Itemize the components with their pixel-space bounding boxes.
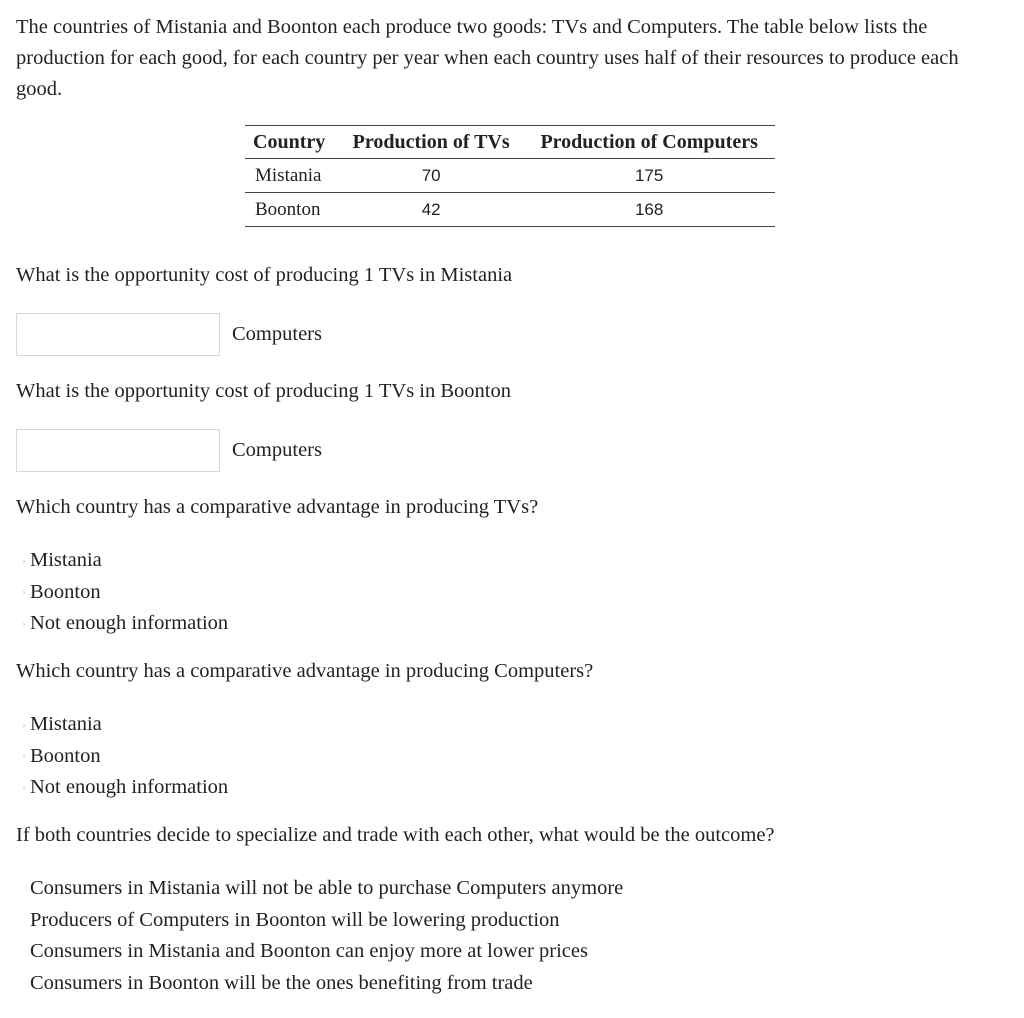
radio-option-label[interactable]: Boonton bbox=[30, 580, 101, 603]
radio-option[interactable] bbox=[20, 772, 228, 804]
radio-icon[interactable]: › bbox=[22, 554, 26, 567]
question-4-text: Which country has a comparative advantage in producing Computers? bbox=[16, 660, 594, 682]
header-tvs: Production of TVs bbox=[352, 130, 510, 153]
cell-tvs: 42 bbox=[421, 199, 441, 219]
cell-tvs: 70 bbox=[421, 165, 441, 185]
radio-icon[interactable]: › bbox=[22, 750, 26, 763]
radio-option-label[interactable]: Boonton bbox=[30, 744, 101, 767]
cell-computers: 168 bbox=[634, 199, 664, 219]
cell-country: Mistania bbox=[255, 164, 322, 186]
question-2-unit-label: Computers bbox=[232, 439, 322, 461]
question-5-options bbox=[20, 873, 623, 999]
header-country: Country bbox=[253, 130, 326, 153]
radio-option-label[interactable]: Mistania bbox=[30, 713, 102, 736]
radio-option[interactable] bbox=[20, 545, 228, 577]
production-table bbox=[245, 125, 775, 227]
radio-option-label[interactable]: Mistania bbox=[30, 549, 102, 572]
question-1-answer-input[interactable] bbox=[16, 313, 220, 356]
radio-option[interactable] bbox=[20, 709, 228, 741]
radio-option[interactable] bbox=[20, 608, 228, 640]
table-header-row bbox=[245, 126, 775, 159]
question-1-text: What is the opportunity cost of producing 1 TVs in Mistania bbox=[16, 264, 513, 286]
question-4-options bbox=[20, 709, 228, 804]
radio-option-label[interactable]: Consumers in Mistania will not be able to purchase Computers anymore bbox=[30, 877, 624, 900]
table-row bbox=[245, 159, 775, 193]
radio-option[interactable] bbox=[20, 905, 623, 937]
radio-option[interactable] bbox=[20, 577, 228, 609]
question-2-answer-row bbox=[16, 428, 322, 473]
radio-option-label[interactable]: Consumers in Boonton will be the ones benefiting from trade bbox=[30, 971, 533, 994]
question-5-text: If both countries decide to specialize and trade with each other, what would be the outcome? bbox=[16, 824, 775, 846]
table-row bbox=[245, 193, 775, 227]
question-3-options bbox=[20, 545, 228, 640]
header-computers: Production of Computers bbox=[540, 130, 758, 153]
radio-icon[interactable]: › bbox=[22, 617, 26, 630]
cell-computers: 175 bbox=[634, 165, 664, 185]
radio-option-label[interactable]: Consumers in Mistania and Boonton can enjoy more at lower prices bbox=[30, 940, 588, 963]
question-1-answer-row bbox=[16, 312, 322, 357]
radio-option-label[interactable]: Not enough information bbox=[30, 776, 229, 799]
question-1-unit-label: Computers bbox=[232, 323, 322, 345]
radio-option[interactable] bbox=[20, 968, 623, 1000]
radio-icon[interactable]: › bbox=[22, 781, 26, 794]
question-2-answer-input[interactable] bbox=[16, 429, 220, 472]
question-2-text: What is the opportunity cost of producing 1 TVs in Boonton bbox=[16, 380, 511, 402]
intro-paragraph: The countries of Mistania and Boonton each produce two goods: TVs and Computers. The table below lists the production for each good, for each country per year when each country uses half of their resources to produce each good. bbox=[16, 16, 959, 100]
radio-icon[interactable]: › bbox=[22, 718, 26, 731]
question-3-text: Which country has a comparative advantage in producing TVs? bbox=[16, 496, 539, 518]
radio-option[interactable] bbox=[20, 936, 623, 968]
radio-option[interactable] bbox=[20, 741, 228, 773]
radio-option-label[interactable]: Producers of Computers in Boonton will be lowering production bbox=[30, 908, 560, 931]
radio-icon[interactable]: › bbox=[22, 586, 26, 599]
cell-country: Boonton bbox=[255, 198, 321, 220]
radio-option[interactable] bbox=[20, 873, 623, 905]
radio-option-label[interactable]: Not enough information bbox=[30, 612, 229, 635]
